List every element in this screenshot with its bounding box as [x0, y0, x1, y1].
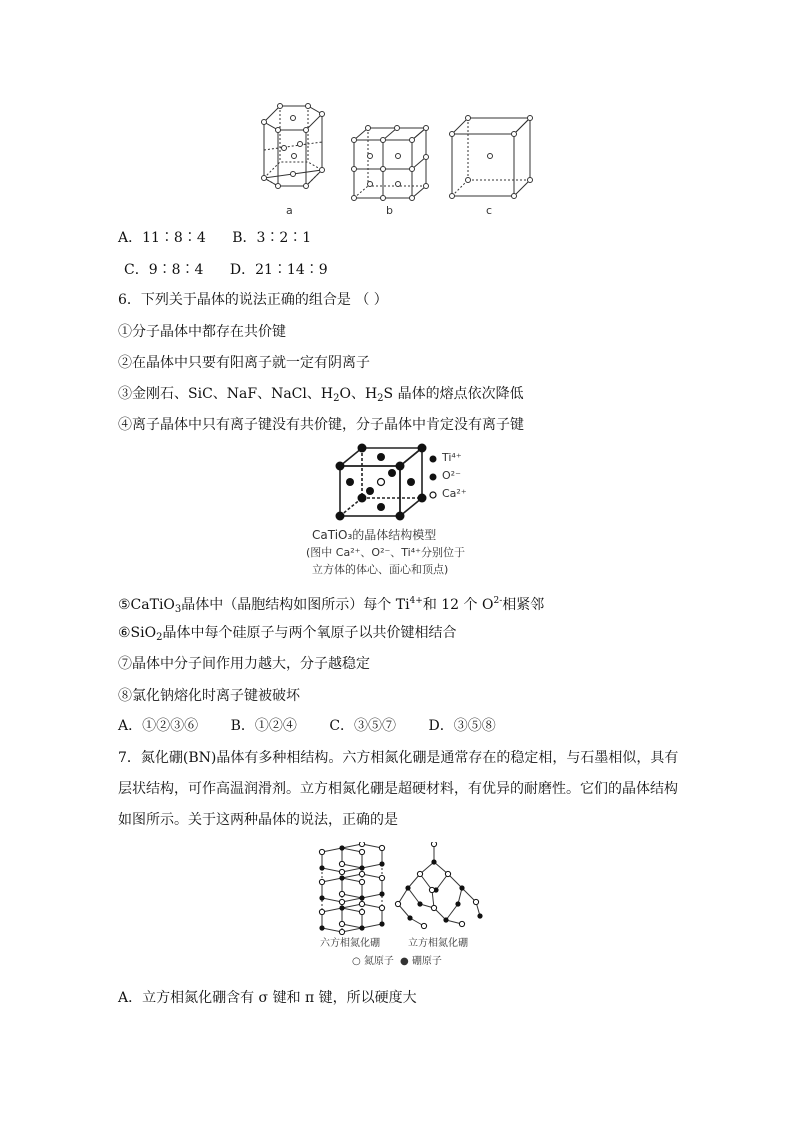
q5-option-d: D．21∶14∶9 [229, 262, 328, 278]
q6-option-a: A．①②③⑥ [118, 718, 199, 734]
q6-s6-part2: 晶体中每个硅原子与两个氧原子以共价键相结合 [162, 625, 457, 641]
crystal-cells-drawing [250, 100, 540, 218]
legend-ti-label: Ti⁴⁺ [442, 451, 462, 464]
q7-stem-line-2: 层状结构，可作高温润滑剂。立方相氮化硼是超硬材料，有优异的耐磨性。它们的晶体结构 [118, 781, 678, 797]
legend-o-label: O²⁻ [442, 469, 461, 482]
q6-s3-sub2: 2 [377, 393, 384, 404]
catio3-caption-1: CaTiO₃的晶体结构模型 [312, 528, 437, 542]
figure-label-b: b [386, 204, 393, 217]
q5-option-b: B．3∶2∶1 [232, 230, 312, 246]
bn-hex-label: 六方相氮化硼 [320, 938, 380, 949]
q7-option-a: A．立方相氮化硼含有 σ 键和 π 键，所以硬度大 [118, 990, 417, 1006]
q6-s5-part2: 晶体中（晶胞结构如图所示）每个 Ti [181, 597, 410, 613]
q6-s5-part1: ⑤CaTiO [118, 597, 175, 613]
q6-option-c: C．③⑤⑦ [329, 718, 397, 734]
figure-label-a: a [286, 204, 293, 217]
bn-legend-n: ○ 氮原子 [352, 956, 394, 967]
q6-statement-5 [118, 591, 544, 620]
q6-option-b: B．①②④ [230, 718, 297, 734]
q6-s5-sup1: 4+ [409, 596, 423, 606]
q6-statement-2: ②在晶体中只要有阳离子就一定有阴离子 [118, 355, 370, 371]
q6-statement-4: ④离子晶体中只有离子键没有共价键，分子晶体中肯定没有离子键 [118, 417, 524, 433]
bn-structure-figure [312, 842, 492, 968]
q7-stem-line-1: 7．氮化硼(BN)晶体有多种相结构。六方相氮化硼是通常存在的稳定相，与石墨相似，具有 [118, 750, 679, 766]
q6-s3-part2: O、H [339, 386, 378, 402]
bn-cubic-label: 立方相氮化硼 [408, 938, 468, 949]
figure-label-c: c [486, 204, 493, 217]
q6-s5-part4: 相紧邻 [502, 597, 545, 613]
q6-options [118, 716, 496, 736]
q6-s5-part3: 和 12 个 O [422, 597, 494, 613]
q6-statement-1: ①分子晶体中都存在共价键 [118, 324, 286, 340]
q6-s6-part1: ⑥SiO [118, 625, 157, 641]
q6-s5-sup2: 2- [493, 596, 503, 606]
q6-statement-6 [118, 623, 456, 648]
q6-s3-part1: ③金刚石、SiC、NaF、NaCl、H [118, 386, 334, 402]
crystal-cells-figure [250, 100, 540, 218]
bn-lattice-drawing [312, 842, 492, 968]
q5-options-row-2 [124, 260, 328, 280]
q6-stem: 6．下列关于晶体的说法正确的组合是 （ ） [118, 292, 388, 308]
q6-s6-sub: 2 [156, 632, 163, 643]
q6-s3-sub1: 2 [333, 393, 340, 404]
bn-legend-b: ● 硼原子 [400, 956, 442, 967]
q6-s3-part3: S 晶体的熔点依次降低 [383, 386, 524, 402]
catio3-caption-2: (图中 Ca²⁺、O²⁻、Ti⁴⁺分别位于 [306, 546, 465, 559]
q6-statement-7: ⑦晶体中分子间作用力越大，分子越稳定 [118, 656, 370, 672]
q6-s5-sub: 3 [174, 604, 182, 615]
catio3-caption-3: 立方体的体心、面心和顶点) [312, 563, 449, 576]
catio3-structure-figure [306, 442, 496, 578]
q5-options-row-1 [118, 228, 311, 248]
q6-statement-3 [118, 384, 524, 409]
q6-option-d: D．③⑤⑧ [428, 718, 496, 734]
q5-option-c: C．9∶8∶4 [124, 262, 204, 278]
legend-ca-label: Ca²⁺ [442, 487, 467, 500]
q5-option-a: A．11∶8∶4 [118, 230, 206, 246]
q7-stem-line-3: 如图所示。关于这两种晶体的说法，正确的是 [118, 812, 398, 828]
q6-statement-8: ⑧氯化钠熔化时离子键被破坏 [118, 688, 300, 704]
